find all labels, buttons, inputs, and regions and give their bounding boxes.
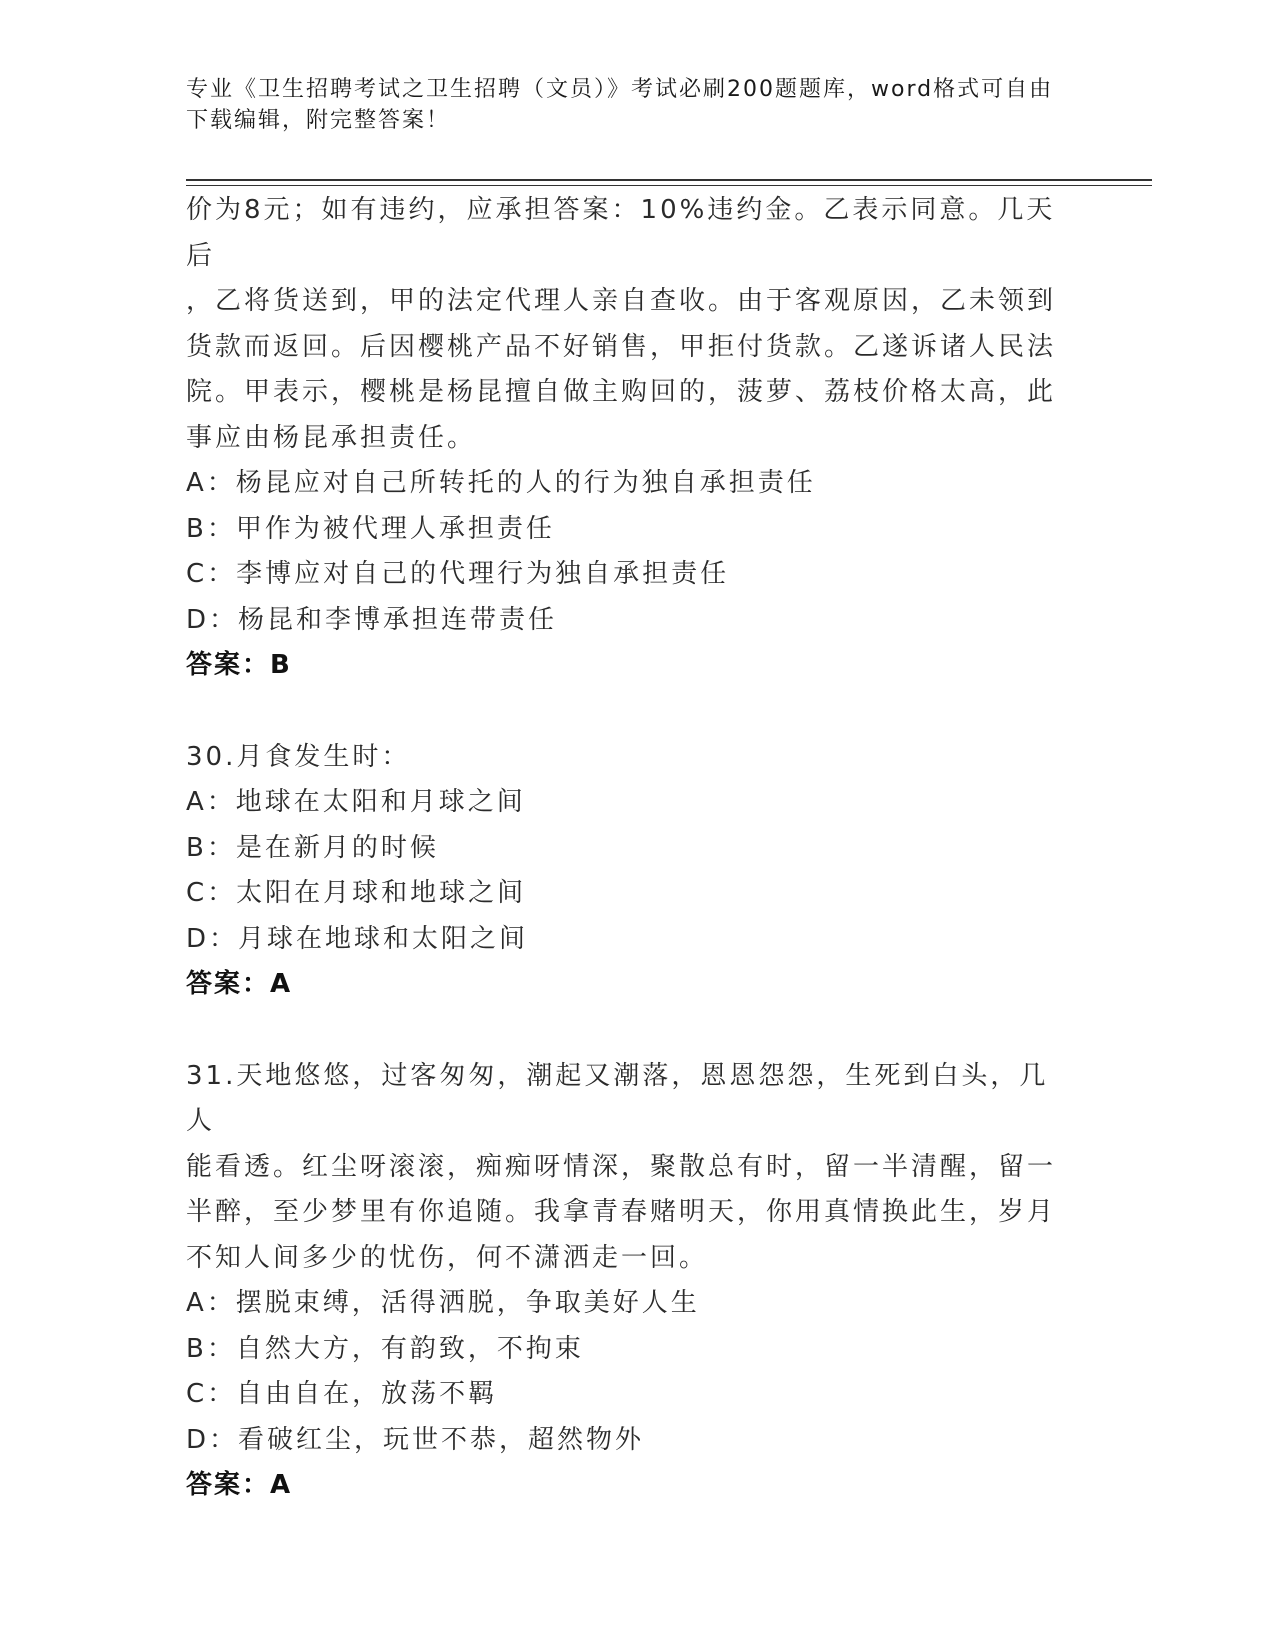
option-d: D：月球在地球和太阳之间 [186, 923, 529, 954]
option-b: B：是在新月的时候 [186, 832, 439, 863]
option-c: C：李博应对自己的代理行为独自承担责任 [186, 559, 730, 589]
question-stem-line: 不知人间多少的忧伤，何不潇洒走一回。 [186, 1242, 709, 1273]
option-a: A：杨昆应对自己所转托的人的行为独自承担责任 [186, 468, 816, 498]
question-30 [186, 735, 1066, 1008]
option-b: B：甲作为被代理人承担责任 [186, 513, 555, 544]
question-stem-line: 能看透。红尘呀滚滚，痴痴呀情深，聚散总有时，留一半清醒，留一 [186, 1151, 1057, 1182]
question-continued [186, 188, 1066, 689]
document-body [186, 188, 1066, 1509]
header-rule-thin [186, 185, 1152, 186]
question-stem-line: 事应由杨昆承担责任。 [186, 422, 477, 453]
option-c: C：太阳在月球和地球之间 [186, 878, 527, 908]
question-stem-line: 价为8元；如有违约，应承担答案：10%违约金。乙表示同意。几天后 [186, 195, 1056, 271]
question-31 [186, 1054, 1066, 1509]
question-stem: 30.月食发生时： [186, 741, 411, 772]
option-d: D：看破红尘，玩世不恭，超然物外 [186, 1424, 645, 1455]
spacer [186, 1008, 1066, 1054]
question-stem-line: 半醉，至少梦里有你追随。我拿青春赌明天，你用真情换此生，岁月 [186, 1197, 1057, 1227]
answer-line: 答案：A [186, 1470, 293, 1500]
answer-line: 答案：B [186, 650, 292, 680]
option-b: B：自然大方，有韵致，不拘束 [186, 1333, 584, 1364]
question-stem-line: 货款而返回。后因樱桃产品不好销售，甲拒付货款。乙遂诉诸人民法 [186, 331, 1057, 362]
question-stem-line: ，乙将货送到，甲的法定代理人亲自查收。由于客观原因，乙未领到 [186, 286, 1057, 316]
option-c: C：自由自在，放荡不羁 [186, 1379, 498, 1409]
answer-line: 答案：A [186, 969, 293, 999]
option-d: D：杨昆和李博承担连带责任 [186, 604, 558, 635]
document-header: 专业《卫生招聘考试之卫生招聘（文员）》考试必刷200题题库，word格式可自由下载编辑，附完整答案！ [186, 77, 1054, 133]
header-rule-thick [186, 179, 1152, 181]
option-a: A：地球在太阳和月球之间 [186, 787, 526, 817]
question-stem-line: 31.天地悠悠，过客匆匆，潮起又潮落，恩恩怨怨，生死到白头，几人 [186, 1060, 1049, 1136]
spacer [186, 689, 1066, 735]
question-stem-line: 院。甲表示，樱桃是杨昆擅自做主购回的，菠萝、荔枝价格太高，此 [186, 377, 1057, 407]
option-a: A：摆脱束缚，活得洒脱，争取美好人生 [186, 1288, 700, 1318]
